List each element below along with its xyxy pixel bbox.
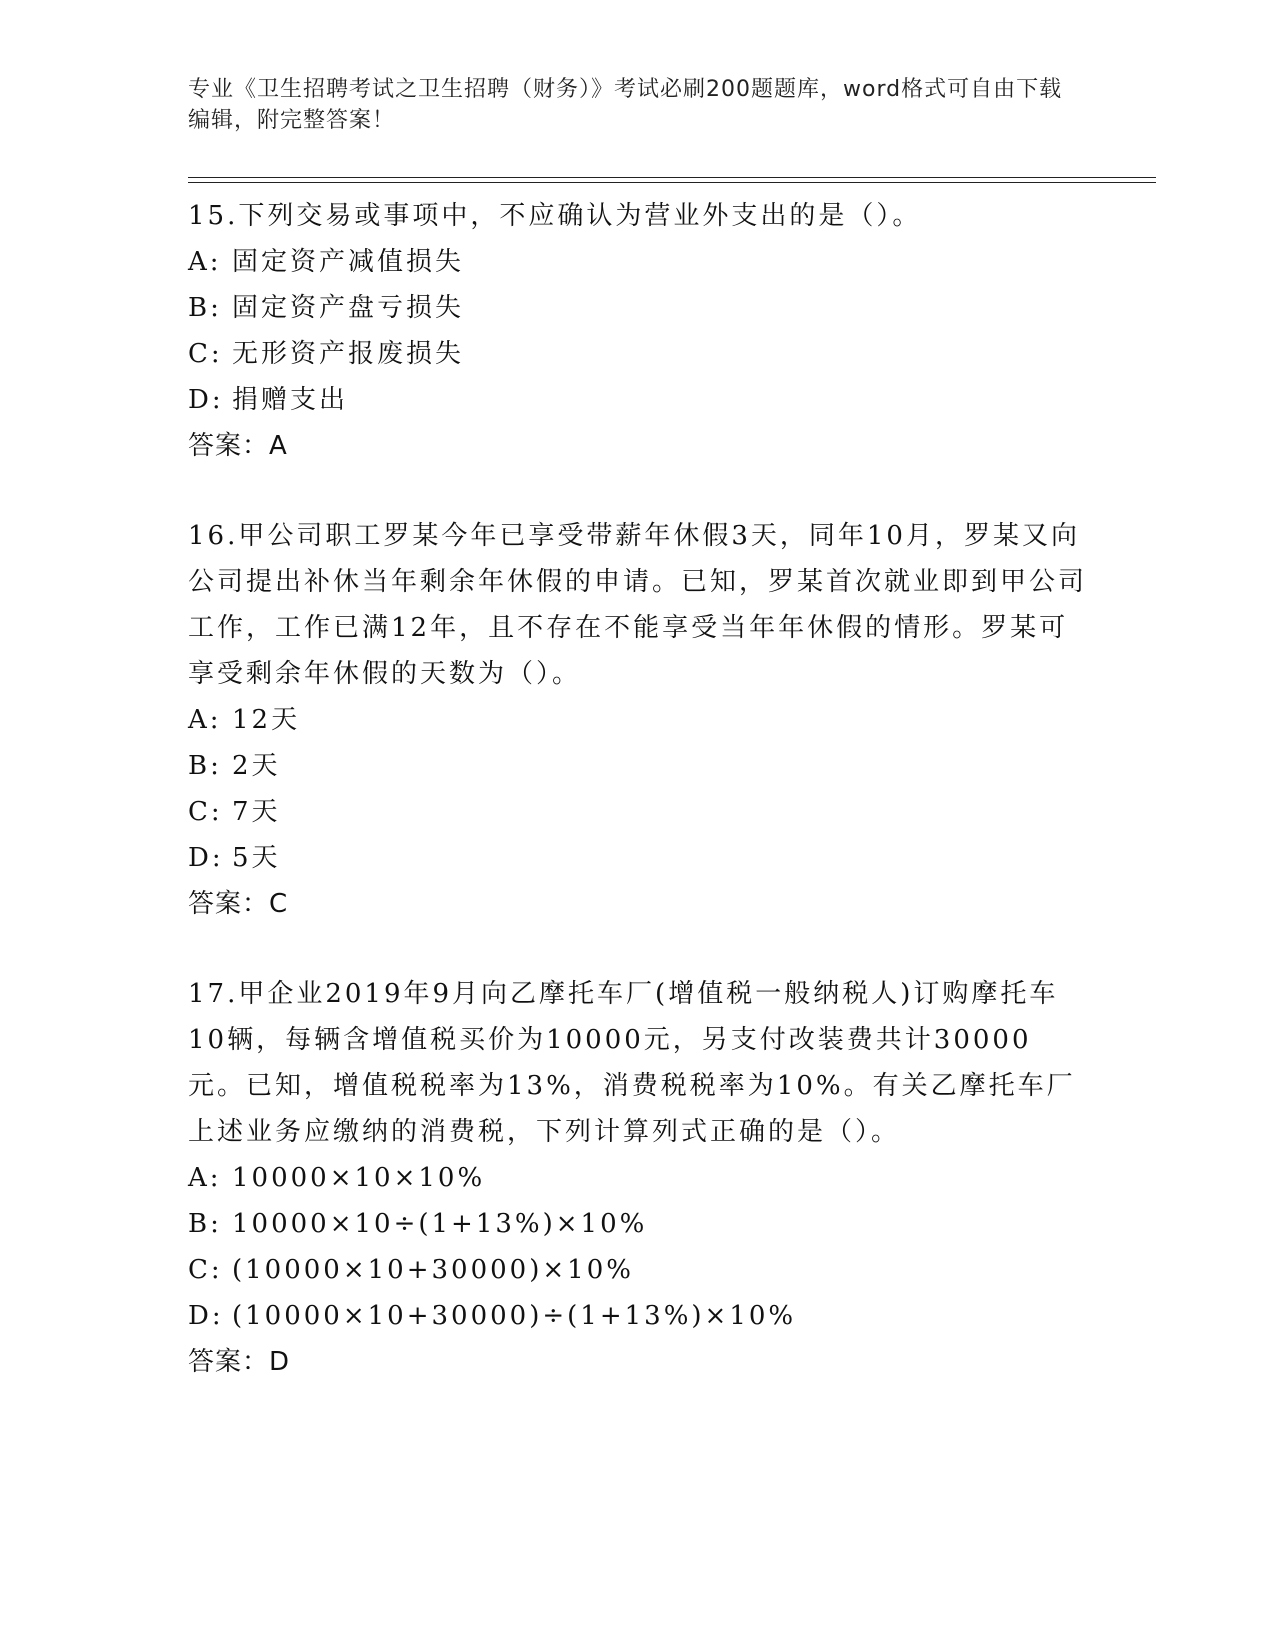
option-text: 5天 [232, 843, 281, 873]
option-letter: C: [188, 797, 223, 827]
answer-value: D [269, 1347, 291, 1377]
option-text: 2天 [232, 751, 281, 781]
option-letter: D: [188, 1301, 224, 1331]
option-d [188, 1293, 1088, 1339]
answer-line [188, 1339, 1088, 1385]
option-b [188, 1201, 1088, 1247]
question-list [188, 193, 1088, 1429]
option-text: 10000×10÷(1+13%)×10% [232, 1209, 648, 1239]
option-letter: A: [188, 247, 222, 277]
header-divider-bottom [188, 182, 1156, 183]
option-text: 固定资产减值损失 [232, 247, 465, 277]
answer-value: A [269, 431, 288, 461]
option-text: 无形资产报废损失 [232, 339, 465, 369]
option-text: 7天 [232, 797, 281, 827]
document-header: 专业《卫生招聘考试之卫生招聘（财务）》考试必刷200题题库，word格式可自由下载编辑，附完整答案！ [188, 77, 1063, 133]
answer-value: C [269, 889, 289, 919]
option-text: 固定资产盘亏损失 [232, 293, 465, 323]
answer-label: 答案： [188, 889, 270, 919]
option-text: (10000×10+30000)×10% [232, 1255, 634, 1285]
option-a [188, 239, 1088, 285]
option-d [188, 377, 1088, 423]
option-c [188, 331, 1088, 377]
option-letter: B: [188, 293, 222, 323]
option-d [188, 835, 1088, 881]
option-c [188, 1247, 1088, 1293]
option-letter: A: [188, 1163, 222, 1193]
question-stem: 17.甲企业2019年9月向乙摩托车厂(增值税一般纳税人)订购摩托车10辆，每辆含增值税买价为10000元，另支付改装费共计30000元。已知，增值税税率为13%，消费税税率为10%。有关乙摩托车厂上述业务应缴纳的消费税，下列计算列式正确的是（）。 [188, 979, 1076, 1147]
option-a [188, 697, 1088, 743]
option-b [188, 743, 1088, 789]
answer-line [188, 423, 1088, 469]
option-letter: B: [188, 751, 222, 781]
option-c [188, 789, 1088, 835]
option-letter: C: [188, 1255, 223, 1285]
option-letter: D: [188, 843, 224, 873]
question-17 [188, 971, 1088, 1385]
answer-label: 答案： [188, 1347, 270, 1377]
option-text: 12天 [232, 705, 301, 735]
option-text: 10000×10×10% [232, 1163, 486, 1193]
option-text: (10000×10+30000)÷(1+13%)×10% [232, 1301, 797, 1331]
question-15 [188, 193, 1088, 469]
option-letter: D: [188, 385, 224, 415]
option-letter: B: [188, 1209, 222, 1239]
question-16 [188, 513, 1088, 927]
option-a [188, 1155, 1088, 1201]
question-stem: 15.下列交易或事项中，不应确认为营业外支出的是（）。 [188, 201, 922, 231]
option-b [188, 285, 1088, 331]
answer-label: 答案： [188, 431, 270, 461]
option-letter: C: [188, 339, 223, 369]
answer-line [188, 881, 1088, 927]
option-text: 捐赠支出 [232, 385, 349, 415]
question-stem: 16.甲公司职工罗某今年已享受带薪年休假3天，同年10月，罗某又向公司提出补休当年剩余年休假的申请。已知，罗某首次就业即到甲公司工作，工作已满12年，且不存在不能享受当年年休假的情形。罗某可享受剩余年休假的天数为（）。 [188, 521, 1088, 689]
header-divider-top [188, 177, 1156, 178]
option-letter: A: [188, 705, 222, 735]
